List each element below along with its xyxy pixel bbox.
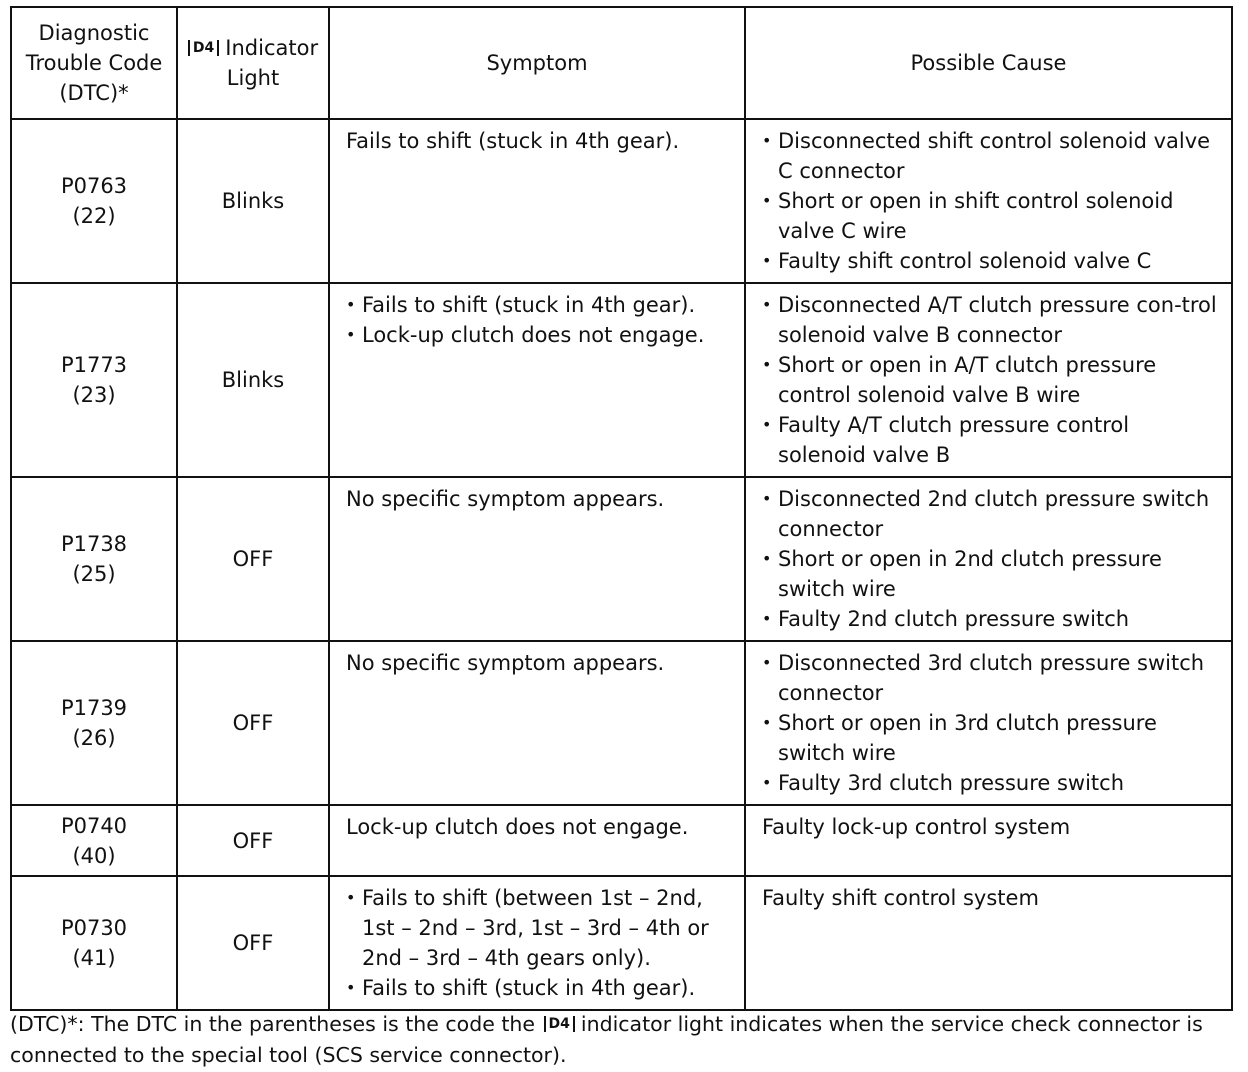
dtc-code: P1738 [60,532,128,556]
footnote-prefix: (DTC)*: The DTC in the parentheses is the code the [10,1012,535,1036]
symptom-item: No specific symptom appears. [346,651,665,675]
possible-cause-cell [745,805,1232,876]
symptom-cell [329,477,745,641]
cause-item: • Disconnected A/T clutch pressure con-trol solenoid valve B connector [762,290,1223,350]
symptom-cell [329,805,745,876]
dtc-code-cell [11,876,177,1010]
cause-item-list [762,648,1223,798]
dtc-code-cell [11,283,177,477]
dtc-code-cell [11,805,177,876]
table-header-row [11,7,1232,119]
possible-cause-cell [745,641,1232,805]
possible-cause-cell [745,876,1232,1010]
table-row [11,119,1232,283]
footnote [10,1009,1240,1071]
dtc-table [10,6,1233,1011]
dtc-blink-code: (40) [72,843,116,868]
table-row [11,283,1232,477]
header-indicator-label: Indicator Light [225,36,319,90]
possible-cause-cell [745,119,1232,283]
symptom-item-list [346,883,734,1003]
symptom-cell [329,283,745,477]
cause-item-list [762,290,1223,470]
cause-item-list [762,126,1223,276]
cause-item-list [762,484,1223,634]
d4-indicator-icon: D4 [188,40,219,56]
dtc-code: P0740 [60,813,128,838]
symptom-item: Lock-up clutch does not engage. [346,815,689,839]
cause-item: • Short or open in 3rd clutch pressure switch wire [762,708,1223,768]
header-possible-cause [745,7,1232,119]
dtc-code-cell [11,641,177,805]
dtc-blink-code: (26) [72,726,116,750]
possible-cause-cell [745,283,1232,477]
symptom-item: No specific symptom appears. [346,487,665,511]
cause-item: • Disconnected 2nd clutch pressure switch connector [762,484,1223,544]
indicator-light-cell: OFF [177,876,329,1010]
dtc-code-cell [11,477,177,641]
symptom-item: • Fails to shift (between 1st – 2nd, 1st – 2nd – 3rd, 1st – 3rd – 4th or 2nd – 3rd – 4th gears only). [346,883,734,973]
table-row [11,641,1232,805]
cause-item: Faulty shift control system [762,886,1039,910]
dtc-code: P1773 [60,353,128,377]
possible-cause-cell [745,477,1232,641]
header-dtc-label: Diagnostic Trouble Code (DTC)* [25,21,163,105]
cause-item: • Short or open in shift control solenoid valve C wire [762,186,1223,246]
cause-item: • Disconnected 3rd clutch pressure switch connector [762,648,1223,708]
symptom-cell [329,876,745,1010]
indicator-light-cell: OFF [177,641,329,805]
cause-item: Faulty lock-up control system [762,815,1071,839]
symptom-item-list [346,290,734,350]
cause-item: • Short or open in A/T clutch pressure control solenoid valve B wire [762,350,1223,410]
dtc-blink-code: (23) [72,383,116,407]
footnote-suffix: indicator light indicates when the service check connector is connected to the special tool (SCS service connector). [10,1012,1203,1067]
cause-item: • Faulty shift control solenoid valve C [762,246,1223,276]
indicator-light-cell: Blinks [177,119,329,283]
cause-item: • Faulty 2nd clutch pressure switch [762,604,1223,634]
header-symptom [329,7,745,119]
header-symptom-label: Symptom [486,51,588,75]
symptom-item: • Fails to shift (stuck in 4th gear). [346,973,734,1003]
symptom-item: Fails to shift (stuck in 4th gear). [346,129,680,153]
dtc-blink-code: (22) [72,204,116,228]
header-dtc [11,7,177,119]
dtc-blink-code: (25) [72,562,116,586]
symptom-cell [329,641,745,805]
indicator-light-cell: OFF [177,805,329,876]
dtc-code: P1739 [60,696,128,720]
header-cause-label: Possible Cause [910,51,1067,75]
symptom-item: • Lock-up clutch does not engage. [346,320,734,350]
cause-item: • Faulty A/T clutch pressure control solenoid valve B [762,410,1223,470]
dtc-code-cell [11,119,177,283]
dtc-blink-code: (41) [72,946,116,970]
table-row [11,805,1232,876]
header-indicator-light [177,7,329,119]
table-row [11,876,1232,1010]
indicator-light-cell: Blinks [177,283,329,477]
indicator-light-cell: OFF [177,477,329,641]
cause-item: • Short or open in 2nd clutch pressure switch wire [762,544,1223,604]
table-body [11,119,1232,1010]
cause-item: • Faulty 3rd clutch pressure switch [762,768,1223,798]
symptom-item: • Fails to shift (stuck in 4th gear). [346,290,734,320]
symptom-cell [329,119,745,283]
dtc-code: P0763 [60,174,128,198]
d4-indicator-icon: D4 [544,1016,575,1032]
dtc-code: P0730 [60,916,128,940]
cause-item: • Disconnected shift control solenoid valve C connector [762,126,1223,186]
table-row [11,477,1232,641]
